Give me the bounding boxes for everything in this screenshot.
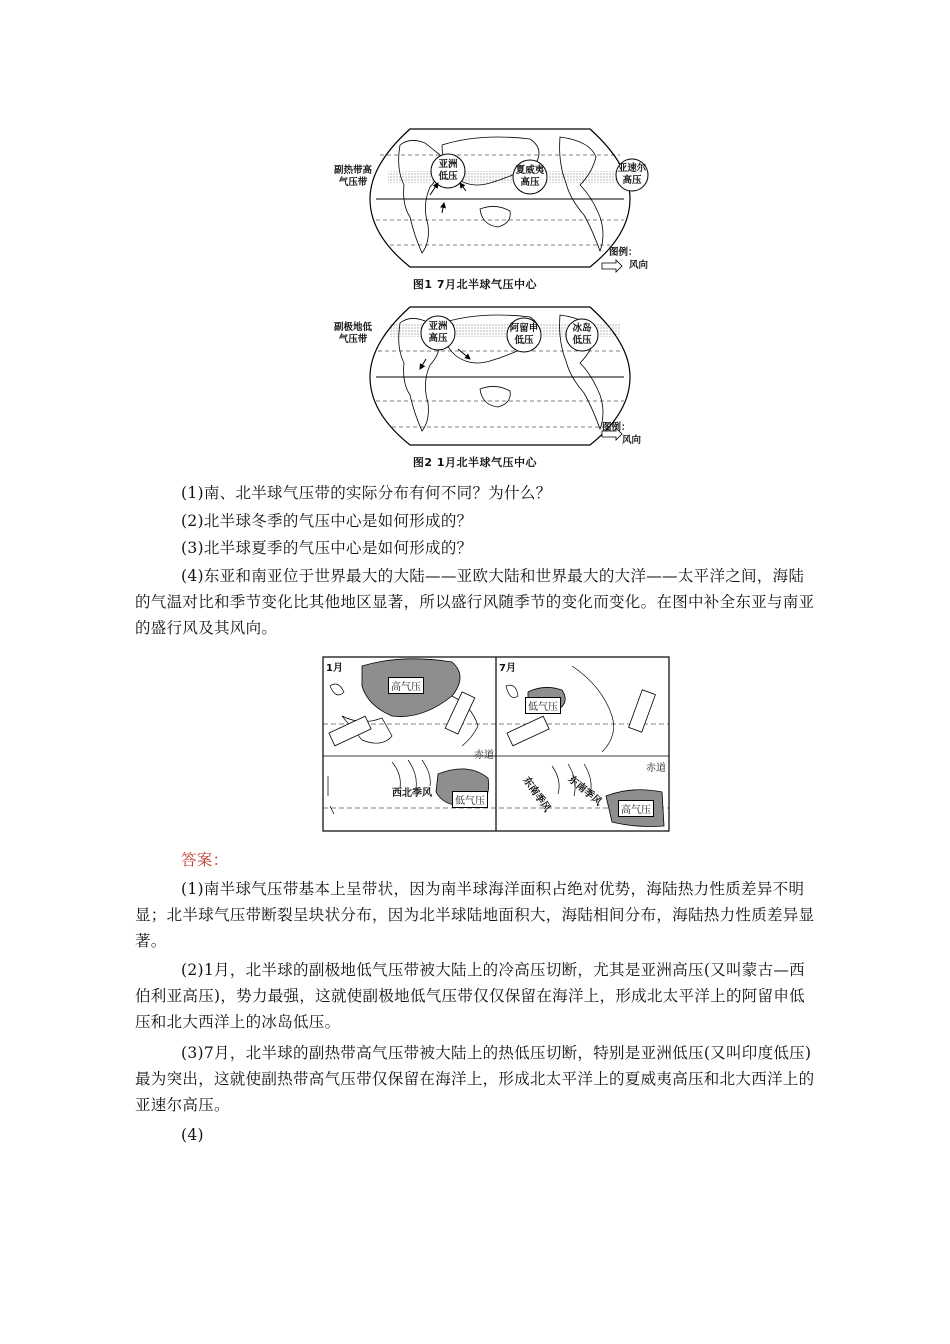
jan-nw-wind-label: 西北季风 bbox=[392, 788, 432, 799]
jan-high-label: 高气压 bbox=[388, 677, 424, 694]
answer-2: (2)1月，北半球的副极地低气压带被大陆上的冷高压切断，尤其是亚洲高压(又叫蒙古—西伯利亚高压)，势力最强，这就使副极地低气压带仅仅保留在海洋上，形成北太平洋上的阿留申低压和北大西洋上的冰岛低压。 bbox=[135, 961, 805, 1031]
jul-equator-label: 赤道 bbox=[646, 763, 666, 774]
question-2: (2)北半球冬季的气压中心是如何形成的？ bbox=[181, 512, 473, 530]
figure-2-caption: 图2 1月北半球气压中心 bbox=[412, 456, 538, 469]
fig2-left-label: 副极地低 气压带 bbox=[334, 322, 373, 345]
answer-3: (3)7月，北半球的副热带高气压带被大陆上的热低压切断，特别是亚洲低压(又叫印度低压)最为突出，这就使副热带高气压带仅保留在海洋上，形成北太平洋上的夏威夷高压和北大西洋上的亚速尔高压。 bbox=[135, 1044, 815, 1114]
jul-month-label: 7月 bbox=[499, 663, 516, 674]
jan-month-label: 1月 bbox=[326, 663, 343, 674]
fig1-legend: 图例： 风向 bbox=[609, 247, 649, 271]
fig2-center-asia: 亚洲 高压 bbox=[428, 321, 448, 344]
jan-equator-label: 赤道 bbox=[474, 750, 494, 761]
jul-se-wind-1-label: 东南季风 bbox=[520, 775, 553, 815]
jan-low-label: 低气压 bbox=[452, 791, 488, 808]
answer-label: 答案： bbox=[181, 851, 229, 869]
answer-4: (4) bbox=[181, 1126, 204, 1144]
fig2-center-iceland: 冰岛 低压 bbox=[572, 323, 592, 346]
jul-high-label: 高气压 bbox=[618, 800, 654, 817]
fig2-legend: 图例： 风向 bbox=[602, 422, 642, 446]
jul-low-label: 低气压 bbox=[525, 697, 561, 714]
figure-1-caption: 图1 7月北半球气压中心 bbox=[412, 278, 538, 291]
fig1-center-azores: 亚速尔 高压 bbox=[617, 163, 647, 186]
fig1-left-label: 副热带高 气压带 bbox=[334, 165, 373, 188]
question-1: (1)南、北半球气压带的实际分布有何不同？为什么？ bbox=[181, 484, 552, 502]
answer-1: (1)南半球气压带基本上呈带状，因为南半球海洋面积占绝对优势，海陆热力性质差异不明显；北半球气压带断裂呈块状分布，因为北半球陆地面积大，海陆相间分布，海陆热力性质差异显著。 bbox=[135, 880, 815, 950]
fig1-center-hawaii: 夏威夷 高压 bbox=[515, 165, 545, 188]
fig1-center-asia: 亚洲 低压 bbox=[438, 159, 458, 182]
jul-se-wind-2-label: 东南季风 bbox=[565, 773, 604, 809]
question-3: (3)北半球夏季的气压中心是如何形成的？ bbox=[181, 539, 473, 557]
fig2-center-aleutian: 阿留申 低压 bbox=[509, 323, 539, 346]
question-4: (4)东亚和南亚位于世界最大的大陆——亚欧大陆和世界最大的大洋——太平洋之间，海陆的气温对比和季节变化比其他地区显著，所以盛行风随季节的变化而变化。在图中补全东亚与南亚的盛行风及其风向。 bbox=[135, 567, 815, 637]
